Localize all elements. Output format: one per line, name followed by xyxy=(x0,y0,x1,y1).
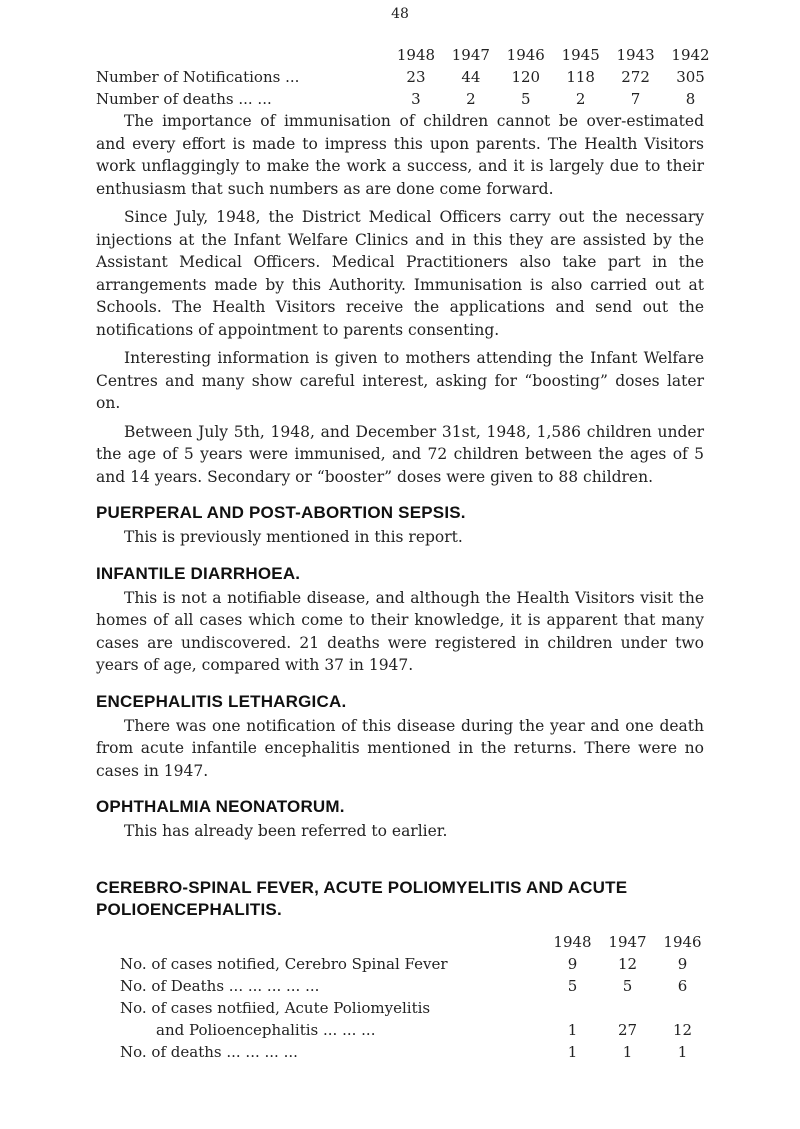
table-header-row xyxy=(120,931,710,953)
heading-ophthalmia-neonatorum: OPHTHALMIA NEONATORUM. xyxy=(96,797,345,816)
table-row xyxy=(96,66,718,88)
row-label: No. of cases notified, Cerebro Spinal Fever xyxy=(120,954,448,973)
table-cell: 23 xyxy=(406,68,426,86)
row-label: Number of deaths ... ... xyxy=(96,90,272,108)
year-header: 1946 xyxy=(506,46,545,64)
table-cell: 9 xyxy=(677,954,688,973)
year-header: 1947 xyxy=(451,46,490,64)
paragraph-encephalitis-lethargica: There was one notification of this disease during the year and one death from acute infantile encephalitis mentioned in the returns. There were no cases in 1947. xyxy=(96,716,704,780)
row-label: No. of cases notfiied, Acute Poliomyelitis xyxy=(120,998,431,1017)
page-number: 48 xyxy=(391,6,409,22)
table-cell xyxy=(545,997,600,1019)
heading-encephalitis-lethargica: ENCEPHALITIS LETHARGICA. xyxy=(96,691,347,711)
table-cell: 1 xyxy=(622,1042,633,1061)
table-cell: 8 xyxy=(685,90,696,108)
table-cell: 1 xyxy=(677,1042,688,1061)
table-cell: 2 xyxy=(575,90,586,108)
table-cell: 3 xyxy=(411,90,421,108)
row-label: No. of Deaths ... ... ... ... ... xyxy=(120,976,320,995)
table-cell xyxy=(600,997,655,1019)
table-row xyxy=(96,88,718,110)
table-cell: 12 xyxy=(617,954,638,973)
year-header: 1942 xyxy=(671,46,710,64)
paragraph-welfare-centres: Interesting information is given to mothers attending the Infant Welfare Centres and many show careful interest, asking for “boosting” doses later on. xyxy=(96,349,704,412)
row-label: and Polioencephalitis ... ... ... xyxy=(156,1020,376,1039)
paragraph-immunisation-importance: The importance of immunisation of children cannot be over-estimated and every effort is made to impress this upon parents. The Health Visitors work unflaggingly to make the work a success, and it is largely due to their enthusiasm that such numbers as are done come forward. xyxy=(96,112,704,198)
year-header: 1946 xyxy=(663,932,702,951)
paragraph-puerperal-sepsis: This is previously mentioned in this report. xyxy=(124,528,463,546)
row-label: No. of deaths ... ... ... ... xyxy=(120,1042,298,1061)
table-cell: 305 xyxy=(676,68,705,86)
table-row xyxy=(120,997,710,1019)
table-row xyxy=(120,1041,710,1063)
paragraph-ophthalmia-neonatorum: This has already been referred to earlier. xyxy=(124,822,448,840)
table-cell: 118 xyxy=(566,68,595,86)
table-cell: 5 xyxy=(567,976,578,995)
row-label: Number of Notifications ... xyxy=(96,68,300,86)
year-header: 1948 xyxy=(553,932,592,951)
table-cell: 9 xyxy=(567,954,578,973)
table-cell: 1 xyxy=(567,1020,578,1039)
paragraph-infantile-diarrhoea: This is not a notifiable disease, and although the Health Visitors visit the homes of all cases which come to their knowledge, it is apparent that many cases are undiscovered. 21 deaths were registered in children under two years of age, compared with 37 in 1947. xyxy=(96,588,704,674)
heading-puerperal-sepsis: PUERPERAL AND POST-ABORTION SEPSIS. xyxy=(96,503,466,522)
heading-infantile-diarrhoea: INFANTILE DIARRHOEA. xyxy=(96,563,301,583)
cerebro-spinal-table xyxy=(120,931,710,1063)
table-cell: 27 xyxy=(617,1020,638,1039)
table-cell: 272 xyxy=(621,68,650,86)
table-row xyxy=(120,1019,710,1041)
table-cell: 2 xyxy=(466,90,476,108)
year-header: 1943 xyxy=(616,46,655,64)
heading-cerebro-spinal-fever: CEREBRO-SPINAL FEVER, ACUTE POLIOMYELITIS AND ACUTE POLIOENCEPHALITIS. xyxy=(96,877,628,919)
year-header: 1947 xyxy=(608,932,647,951)
table-row xyxy=(120,953,710,975)
table-cell: 44 xyxy=(461,68,481,86)
table-cell: 1 xyxy=(567,1042,578,1061)
report-body xyxy=(96,110,704,1063)
table-cell: 5 xyxy=(622,976,633,995)
paragraph-immunised-counts: Between July 5th, 1948, and December 31st, 1948, 1,586 children under the age of 5 years were immunised, and 72 children between the ages of 5 and 14 years. Secondary or “booster” doses were given to 88 children. xyxy=(96,422,704,486)
paragraph-district-medical-officers: Since July, 1948, the District Medical Officers carry out the necessary injections at the Infant Welfare Clinics and in this they are assisted by the Assistant Medical Officers. Medical Practitioners also take part in the arrangements made by this Authority. Immunisation is also carried out at Schools. The Health Visitors receive the applications and send out the notifications of appointment to parents consenting. xyxy=(96,208,704,339)
table-cell: 7 xyxy=(630,90,641,108)
year-header: 1948 xyxy=(396,46,436,64)
notifications-table xyxy=(96,44,718,110)
table-cell: 12 xyxy=(672,1020,693,1039)
table-cell: 120 xyxy=(511,68,541,86)
table-header-row xyxy=(96,44,718,66)
table-cell xyxy=(655,997,710,1019)
table-cell: 5 xyxy=(520,90,531,108)
year-header: 1945 xyxy=(561,46,600,64)
table-cell: 6 xyxy=(677,976,688,995)
table-row xyxy=(120,975,710,997)
